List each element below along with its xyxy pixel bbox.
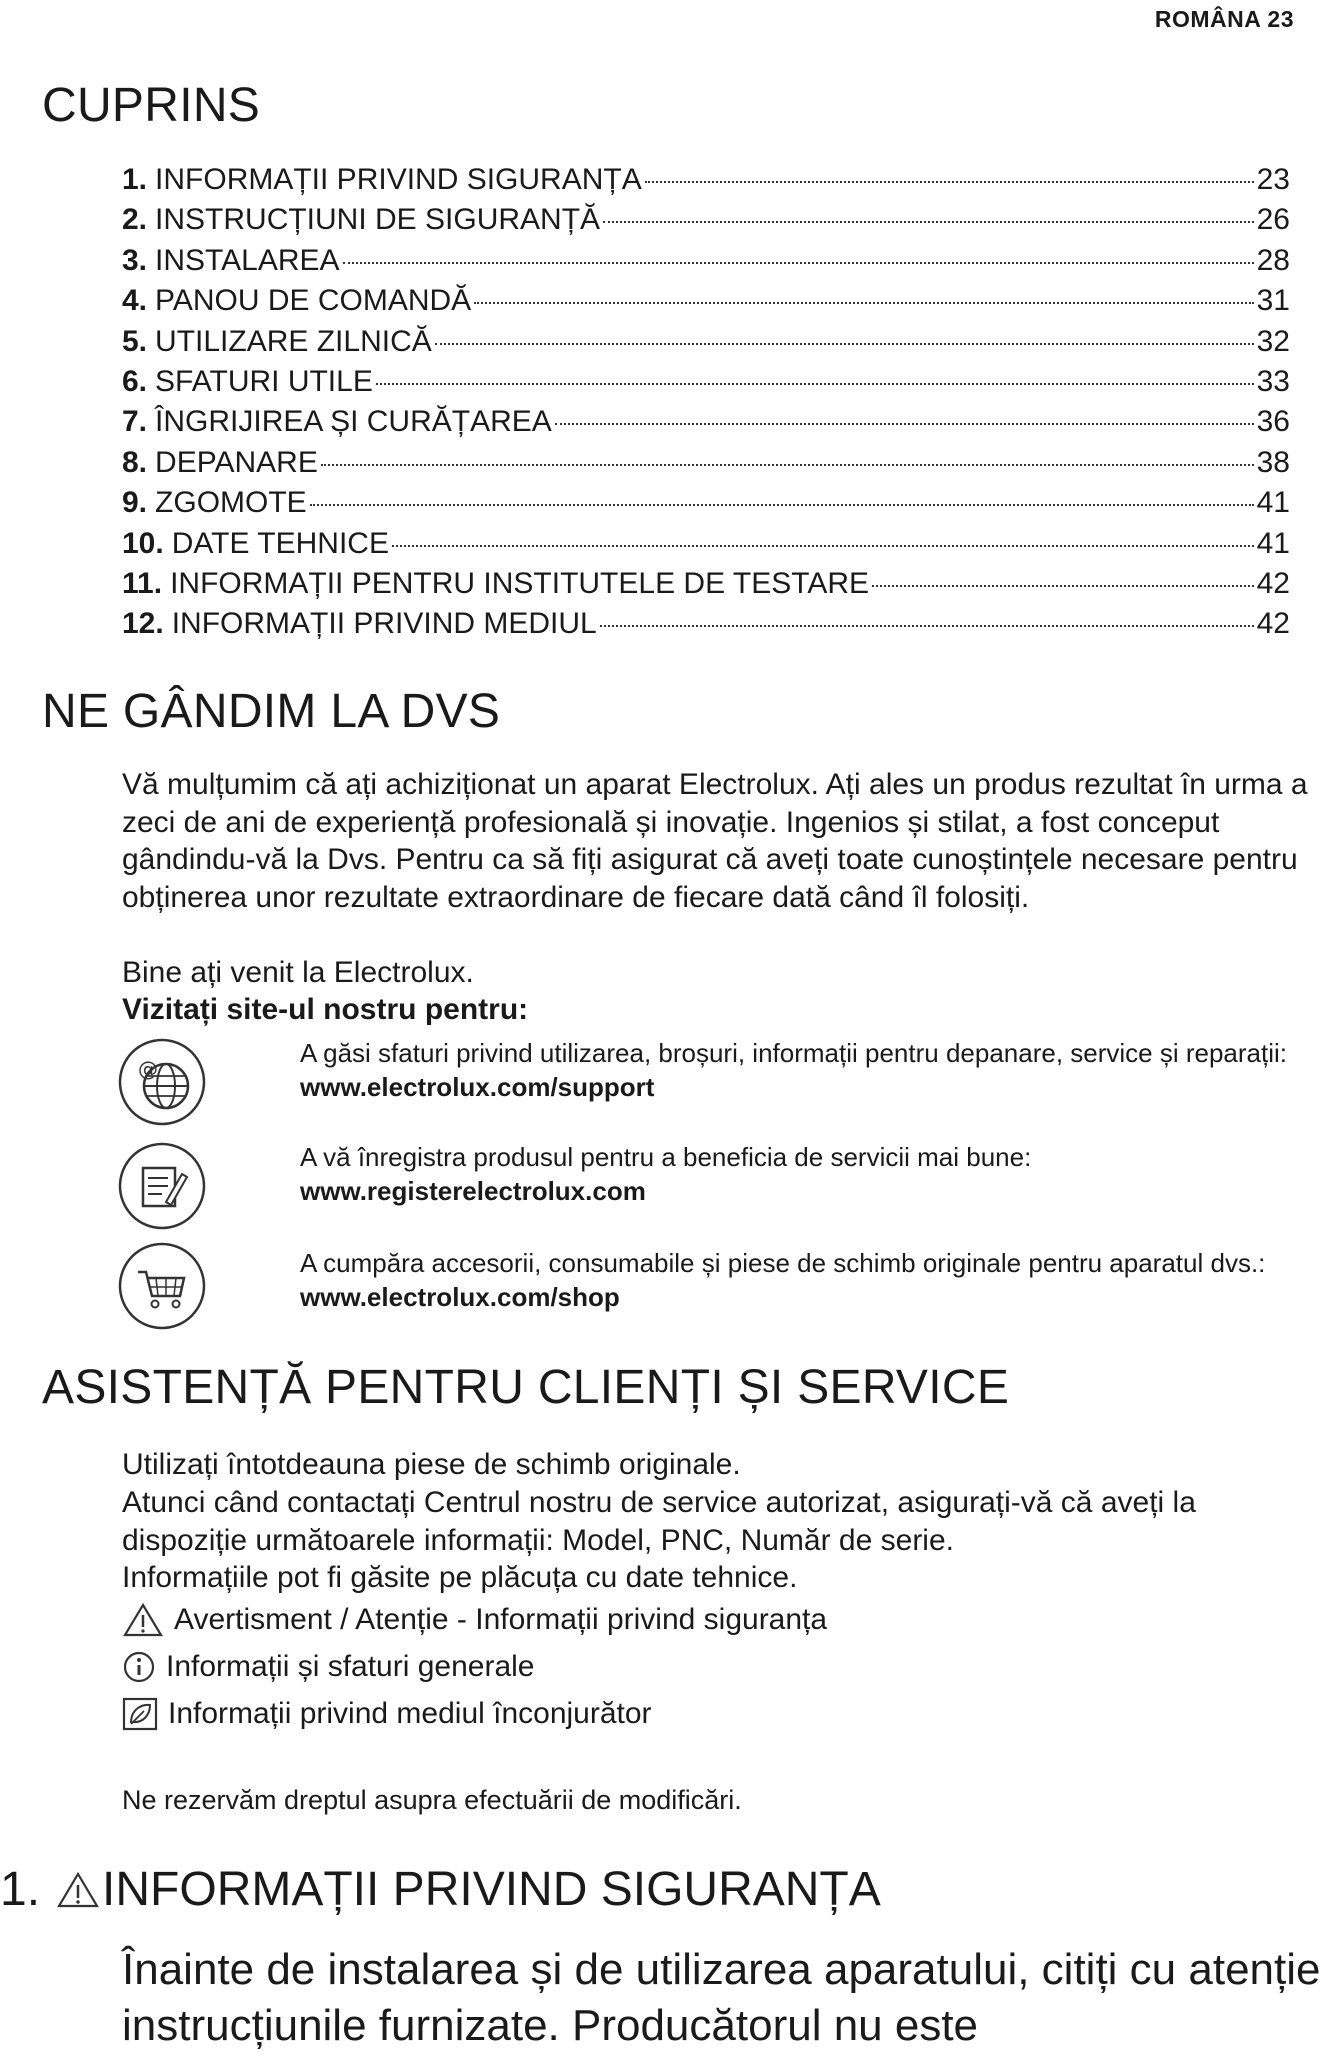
section1-heading: INFORMAȚII PRIVIND SIGURANȚA	[102, 1863, 881, 1916]
toc-entry-number: 6.	[122, 365, 148, 399]
toc-dot-leader	[376, 382, 1254, 385]
legend-info: Informații și sfaturi generale	[122, 1650, 535, 1684]
toc-entry[interactable]	[122, 160, 1290, 200]
support-title: ASISTENȚĂ PENTRU CLIENȚI ȘI SERVICE	[42, 1361, 1010, 1414]
toc-entry[interactable]	[122, 443, 1290, 483]
toc-entry-number: 11.	[122, 567, 163, 601]
section1-number: 1.	[0, 1863, 41, 1916]
cart-icon	[116, 1240, 208, 1332]
support-link[interactable]: www.electrolux.com/support	[300, 1072, 655, 1102]
toc-entry-page: 23	[1256, 163, 1290, 196]
visit-label: Vizitați site-ul nostru pentru:	[122, 993, 529, 1026]
intro-paragraph: Vă mulțumim că ați achiziționat un aparat Electrolux. Ați ales un produs rezultat în urma a zeci de ani de experiență profesională și inovație. Ingenios și stilat, a fost conceput gândindu-vă la Dvs. Pentru ca să fiți asigurat că aveți toate cunoștințele necesare pentru obținerea unor rezultate extraordinare de fiecare dată când îl folosiți.	[122, 768, 1308, 914]
legend-environment: Informații privind mediul înconjurător	[122, 1697, 652, 1731]
page-header: ROMÂNA 23	[1154, 6, 1294, 32]
toc-entry-label: PANOU DE COMANDĂ	[155, 284, 472, 318]
toc-dot-leader	[343, 261, 1254, 264]
toc-entry-number: 10.	[122, 526, 164, 560]
leaf-icon	[122, 1697, 158, 1731]
section1-body: Înainte de instalarea și de utilizarea aparatului, citiți cu atenție instrucțiunile furnizate. Producătorul nu este	[122, 1945, 1321, 2050]
toc-entry[interactable]	[122, 200, 1290, 240]
toc-entry-label: INFORMAȚII PRIVIND MEDIUL	[171, 607, 597, 641]
toc-entry[interactable]	[122, 362, 1290, 402]
toc-entry-label: INFORMAȚII PENTRU INSTITUTELE DE TESTARE	[170, 567, 870, 601]
toc-entry-number: 4.	[122, 284, 148, 318]
register-icon	[116, 1140, 208, 1232]
toc-entry-label: DEPANARE	[155, 445, 318, 479]
toc-entry-label: INSTRUCȚIUNI DE SIGURANȚĂ	[155, 203, 601, 237]
toc-dot-leader	[555, 422, 1254, 425]
toc-entry-page: 42	[1256, 607, 1290, 641]
toc-entry-page: 41	[1256, 486, 1290, 520]
thinking-title: NE GÂNDIM LA DVS	[42, 685, 501, 738]
toc-entry-page: 31	[1256, 284, 1290, 318]
table-of-contents	[122, 160, 1290, 645]
section1-title	[0, 1862, 881, 1917]
toc-dot-leader	[310, 503, 1254, 506]
toc-entry[interactable]	[122, 241, 1290, 281]
toc-entry-number: 1.	[122, 163, 148, 196]
toc-entry-label: DATE TEHNICE	[171, 526, 389, 560]
toc-entry-number: 3.	[122, 243, 148, 277]
warning-icon	[122, 1602, 164, 1638]
toc-entry-page: 32	[1256, 324, 1290, 358]
toc-entry-page: 41	[1256, 526, 1290, 560]
toc-entry-label: SFATURI UTILE	[155, 365, 373, 399]
toc-entry-page: 33	[1256, 365, 1290, 399]
warning-icon	[56, 1871, 100, 1909]
toc-entry-page: 42	[1256, 567, 1290, 601]
toc-entry-page: 26	[1256, 203, 1290, 237]
toc-entry-number: 12.	[122, 607, 164, 641]
toc-entry-page: 38	[1256, 445, 1290, 479]
toc-entry-label: INSTALAREA	[155, 243, 340, 277]
visit-text-register: A vă înregistra produsul pentru a beneficia de servicii mai bune: www.registerelectrolux.com	[300, 1140, 1330, 1208]
shop-link[interactable]: www.electrolux.com/shop	[300, 1282, 620, 1312]
toc-entry[interactable]	[122, 483, 1290, 523]
support-p3: Informațiile pot fi găsite pe plăcuța cu date tehnice.	[122, 1561, 798, 1594]
svg-text:@: @	[138, 1057, 158, 1081]
toc-entry-number: 5.	[122, 324, 148, 358]
toc-entry[interactable]	[122, 564, 1290, 604]
toc-dot-leader	[321, 463, 1254, 466]
visit-text-support: A găsi sfaturi privind utilizarea, broșuri, informații pentru depanare, service și reparații: www.electrolux.com/support	[300, 1036, 1330, 1104]
visit-text-shop: A cumpăra accesorii, consumabile și piese de schimb originale pentru aparatul dvs.: www.electrolux.com/shop	[300, 1246, 1330, 1314]
legend-warning: Avertisment / Atenție - Informații privind siguranța	[122, 1602, 827, 1638]
toc-entry-number: 8.	[122, 445, 148, 479]
toc-dot-leader	[872, 584, 1254, 587]
welcome-text: Bine ați venit la Electrolux.	[122, 956, 474, 989]
toc-dot-leader	[603, 220, 1254, 223]
toc-dot-leader	[392, 544, 1254, 547]
contents-title: CUPRINS	[42, 79, 261, 132]
toc-entry[interactable]	[122, 281, 1290, 321]
register-link[interactable]: www.registerelectrolux.com	[300, 1176, 646, 1206]
support-p2: Atunci când contactați Centrul nostru de service autorizat, asigurați-vă că aveți la dispoziție următoarele informații: Model, PNC, Număr de serie.	[122, 1486, 1196, 1557]
toc-entry-label: ÎNGRIJIREA ȘI CURĂȚAREA	[155, 405, 552, 439]
toc-entry-number: 7.	[122, 405, 148, 439]
disclaimer: Ne rezervăm dreptul asupra efectuării de modificări.	[122, 1785, 742, 1815]
toc-entry-number: 9.	[122, 486, 148, 520]
toc-entry-label: INFORMAȚII PRIVIND SIGURANȚA	[155, 163, 642, 196]
toc-entry-number: 2.	[122, 203, 148, 237]
toc-dot-leader	[435, 342, 1254, 345]
toc-dot-leader	[645, 180, 1254, 183]
toc-entry-label: UTILIZARE ZILNICĂ	[155, 324, 432, 358]
toc-dot-leader	[474, 301, 1253, 304]
toc-entry[interactable]	[122, 524, 1290, 564]
support-p1: Utilizați întotdeauna piese de schimb originale.	[122, 1448, 741, 1481]
toc-entry[interactable]	[122, 604, 1290, 644]
toc-entry-page: 36	[1256, 405, 1290, 439]
toc-entry-page: 28	[1256, 243, 1290, 277]
toc-entry[interactable]	[122, 322, 1290, 362]
toc-entry-label: ZGOMOTE	[155, 486, 307, 520]
toc-dot-leader	[600, 624, 1254, 627]
info-icon	[122, 1650, 156, 1684]
globe-icon	[116, 1036, 208, 1128]
toc-entry[interactable]	[122, 402, 1290, 442]
